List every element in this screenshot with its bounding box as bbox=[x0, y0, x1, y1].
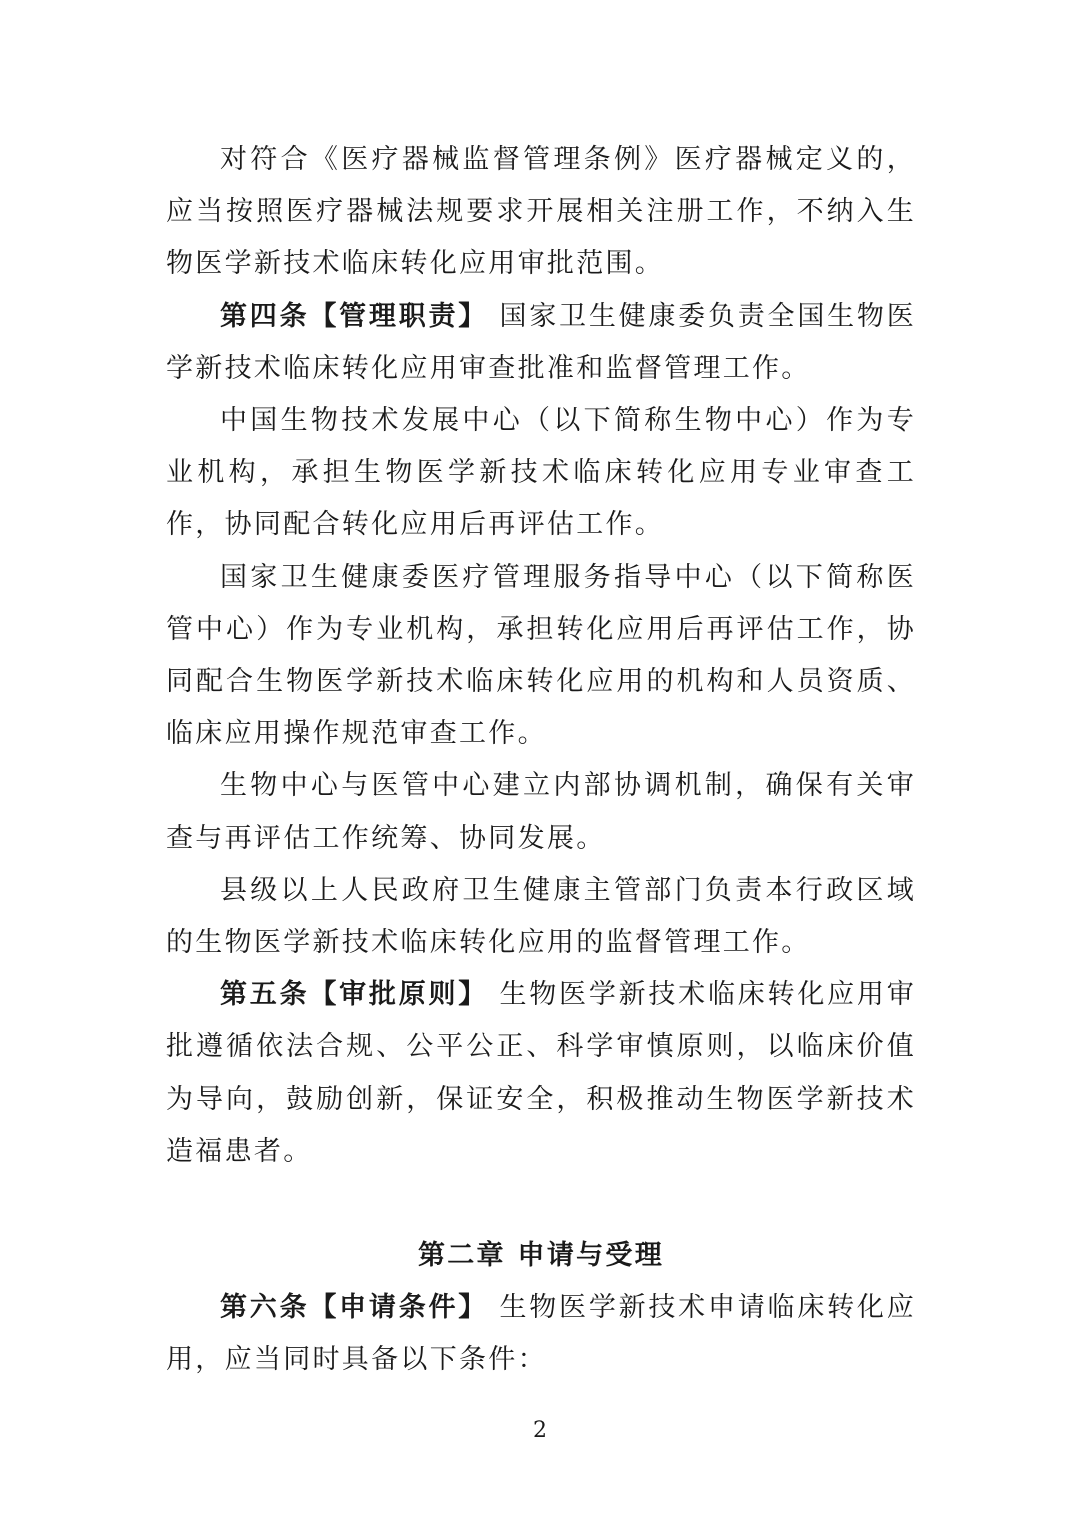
paragraph-text: 国家卫生健康委医疗管理服务指导中心（以下简称医管中心）作为专业机构，承担转化应用后再评估工作，协同配合生物医学新技术临床转化应用的机构和人员资质、临床应用操作规范审查工作。 bbox=[166, 561, 916, 750]
article-heading: 第五条【审批原则】 bbox=[220, 979, 489, 1011]
article-text: 国家卫生健康委负责全国生物医学新技术临床转化应用审查批准和监督管理工作。 bbox=[166, 300, 916, 384]
paragraph bbox=[166, 865, 916, 969]
article-heading: 第四条【管理职责】 bbox=[220, 300, 489, 332]
document-body bbox=[166, 134, 916, 1387]
article-5 bbox=[166, 969, 916, 1178]
paragraph-text: 生物中心与医管中心建立内部协调机制，确保有关审查与再评估工作统筹、协同发展。 bbox=[166, 770, 916, 854]
article-6 bbox=[166, 1282, 916, 1386]
paragraph bbox=[166, 552, 916, 761]
paragraph bbox=[166, 395, 916, 552]
article-4 bbox=[166, 291, 916, 395]
paragraph bbox=[166, 760, 916, 864]
paragraph-text: 中国生物技术发展中心（以下简称生物中心）作为专业机构，承担生物医学新技术临床转化应用专业审查工作，协同配合转化应用后再评估工作。 bbox=[166, 405, 916, 541]
paragraph-text: 对符合《医疗器械监督管理条例》医疗器械定义的，应当按照医疗器械法规要求开展相关注册工作，不纳入生物医学新技术临床转化应用审批范围。 bbox=[166, 144, 916, 280]
article-text: 生物医学新技术临床转化应用审批遵循依法合规、公平公正、科学审慎原则，以临床价值为导向，鼓励创新，保证安全，积极推动生物医学新技术造福患者。 bbox=[166, 979, 916, 1167]
page-number: 2 bbox=[533, 1418, 547, 1443]
paragraph bbox=[166, 134, 916, 291]
chapter-heading: 第二章 申请与受理 bbox=[417, 1240, 665, 1272]
paragraph-text: 县级以上人民政府卫生健康主管部门负责本行政区域的生物医学新技术临床转化应用的监督管理工作。 bbox=[166, 874, 916, 959]
article-text: 生物医学新技术申请临床转化应用，应当同时具备以下条件： bbox=[166, 1292, 916, 1376]
article-heading: 第六条【申请条件】 bbox=[220, 1292, 489, 1324]
